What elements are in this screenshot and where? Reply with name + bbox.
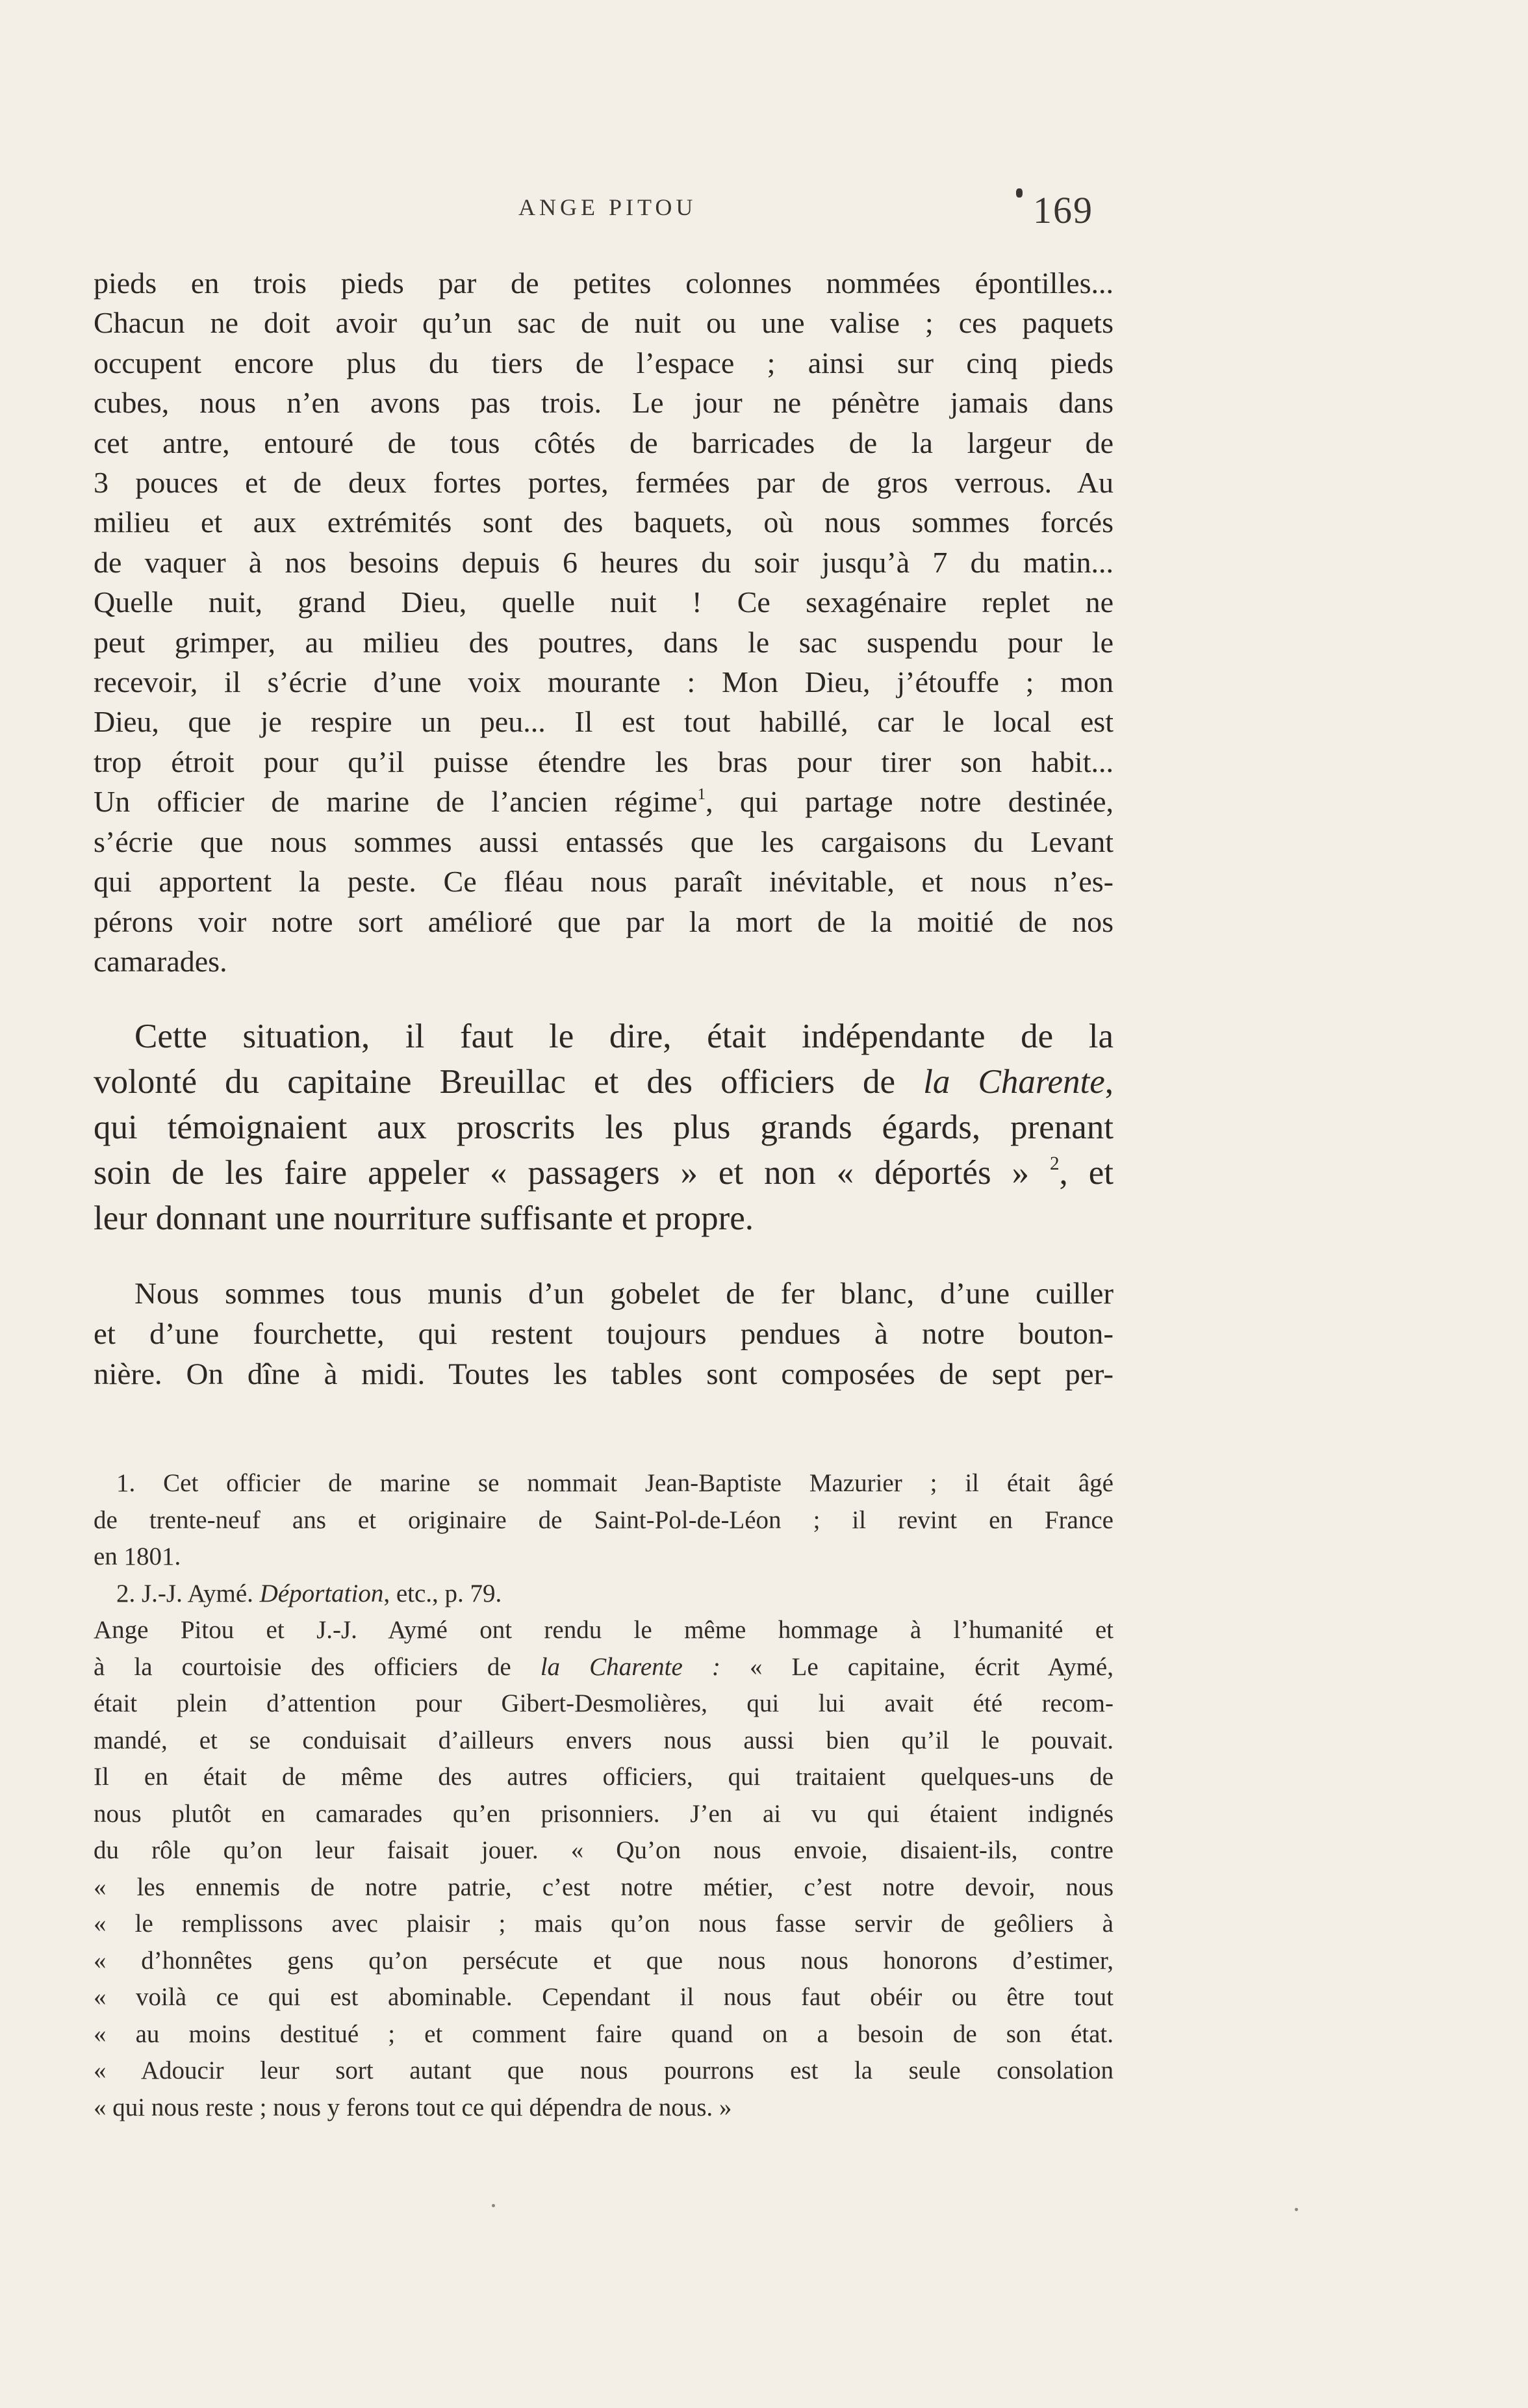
- text-line: trop étroit pour qu’il puisse étendre les bras pour tirer son habit...: [94, 745, 1114, 778]
- text-line: cet antre, entouré de tous côtés de barricades de la largeur de: [94, 426, 1114, 459]
- text-line: Quelle nuit, grand Dieu, quelle nuit ! Ce sexagénaire replet ne: [94, 585, 1114, 619]
- footnote-line: en 1801.: [94, 1543, 181, 1570]
- text-line: Cette situation, il faut le dire, était indépendante de la: [134, 1018, 1114, 1055]
- text-run: Un officier de marine de l’ancien régime: [94, 785, 698, 819]
- text-line: de vaquer à nos besoins depuis 6 heures du soir jusqu’à 7 du matin...: [94, 545, 1114, 579]
- footnotes: [94, 1465, 1114, 2126]
- footnote-line: était plein d’attention pour Gibert-Desmolières, qui lui avait été recom-: [94, 1689, 1114, 1717]
- text-run: 2. J.-J. Aymé.: [116, 1579, 260, 1607]
- running-title: ANGE PITOU: [518, 194, 697, 220]
- footnote-line: « qui nous reste ; nous y ferons tout ce qui dépendra de nous. »: [94, 2093, 732, 2121]
- footnote-line: Il en était de même des autres officiers, qui traitaient quelques-uns de: [94, 1763, 1114, 1791]
- body-paragraph: [94, 1014, 1114, 1241]
- paper-speck: [492, 2204, 495, 2207]
- footnote-line: nous plutôt en camarades qu’en prisonniers. J’en ai vu qui étaient indignés: [94, 1799, 1114, 1828]
- footnote-line: [94, 1649, 1114, 1686]
- text-line: camarades.: [94, 944, 227, 978]
- footnote-ref-1: 1: [697, 785, 706, 804]
- text-line: cubes, nous n’en avons pas trois. Le jour ne pénètre jamais dans: [94, 386, 1114, 420]
- text-run: à la courtoisie des officiers de: [94, 1652, 541, 1681]
- text-line: Nous sommes tous munis d’un gobelet de fer blanc, d’une cuiller: [134, 1277, 1114, 1311]
- text-run: ,: [1104, 1063, 1114, 1101]
- quoted-passage: [94, 263, 1114, 981]
- footnote-2: [94, 1576, 1114, 1613]
- footnote-line: du rôle qu’on leur faisait jouer. « Qu’on nous envoie, disaient-ils, contre: [94, 1836, 1114, 1864]
- text-line: pérons voir notre sort amélioré que par la mort de la moitié de nos: [94, 904, 1114, 938]
- footnote-line: « les ennemis de notre patrie, c’est notre métier, c’est notre devoir, nous: [94, 1873, 1114, 1901]
- text-line: 3 pouces et de deux fortes portes, fermées par de gros verrous. Au: [94, 466, 1114, 500]
- text-line: qui témoignaient aux proscrits les plus grands égards, prenant: [94, 1108, 1114, 1146]
- footnote-line: « Adoucir leur sort autant que nous pourrons est la seule consolation: [94, 2056, 1114, 2084]
- footnote-line: « au moins destitué ; et comment faire quand on a besoin de son état.: [94, 2019, 1114, 2048]
- text-run: , etc., p. 79.: [383, 1579, 502, 1607]
- text-line: et d’une fourchette, qui restent toujours pendues à notre bouton-: [94, 1317, 1114, 1351]
- running-head: [0, 189, 1528, 233]
- text-line: leur donnant une nourriture suffisante et propre.: [94, 1199, 754, 1237]
- book-title: Déportation: [259, 1579, 384, 1607]
- paper-speck: [1295, 2208, 1298, 2211]
- text-run: , et: [1059, 1154, 1114, 1192]
- footnote-line: Ange Pitou et J.-J. Aymé ont rendu le même hommage à l’humanité et: [94, 1616, 1114, 1644]
- footnote-ref-2: 2: [1049, 1153, 1060, 1175]
- text-line: peut grimper, au milieu des poutres, dans le sac suspendu pour le: [94, 625, 1114, 659]
- text-line: nière. On dîne à midi. Toutes les tables sont composées de sept per-: [94, 1357, 1114, 1391]
- quoted-paragraph: [94, 1274, 1114, 1394]
- text-line: recevoir, il s’écrie d’une voix mourante : Mon Dieu, j’étouffe ; mon: [94, 665, 1114, 699]
- ship-name: la Charente :: [540, 1652, 720, 1681]
- ship-name: la Charente: [923, 1063, 1105, 1101]
- text-line-with-note-ref: [94, 1150, 1114, 1196]
- text-line: qui apportent la peste. Ce fléau nous paraît inévitable, et nous n’es-: [94, 865, 1114, 899]
- text-line: [94, 1059, 1114, 1105]
- footnote-1: 1. Cet officier de marine se nommait Jean-Baptiste Mazurier ; il était âgé: [116, 1469, 1114, 1497]
- text-line: occupent encore plus du tiers de l’espace ; ainsi sur cinq pieds: [94, 346, 1114, 379]
- text-line: Dieu, que je respire un peu... Il est tout habillé, car le local est: [94, 705, 1114, 739]
- text-line: pieds en trois pieds par de petites colonnes nommées épontilles...: [94, 266, 1114, 300]
- text-run: soin de les faire appeler « passagers » et non « déportés »: [94, 1154, 1050, 1192]
- text-line: Chacun ne doit avoir qu’un sac de nuit ou une valise ; ces paquets: [94, 306, 1114, 340]
- text-line-with-note-ref: [94, 782, 1114, 821]
- footnote-line: de trente-neuf ans et originaire de Saint-Pol-de-Léon ; il revint en France: [94, 1505, 1114, 1534]
- footnote-line: « le remplissons avec plaisir ; mais qu’on nous fasse servir de geôliers à: [94, 1910, 1114, 1938]
- text-line: milieu et aux extrémités sont des baquets, où nous sommes forcés: [94, 506, 1114, 539]
- footnote-line: « d’honnêtes gens qu’on persécute et que nous nous honorons d’estimer,: [94, 1946, 1114, 1975]
- footnote-line: mandé, et se conduisait d’ailleurs envers nous aussi bien qu’il le pouvait.: [94, 1726, 1114, 1754]
- text-run: « Le capitaine, écrit Aymé,: [720, 1652, 1114, 1681]
- text-run: , qui partage notre destinée,: [706, 785, 1114, 819]
- text-run: volonté du capitaine Breuillac et des officiers de: [94, 1063, 924, 1101]
- page-number: 169: [1033, 189, 1093, 231]
- ink-dot: [1016, 188, 1023, 198]
- text-line: s’écrie que nous sommes aussi entassés que les cargaisons du Levant: [94, 825, 1114, 858]
- footnote-line: « voilà ce qui est abominable. Cependant il nous faut obéir ou être tout: [94, 1983, 1114, 2011]
